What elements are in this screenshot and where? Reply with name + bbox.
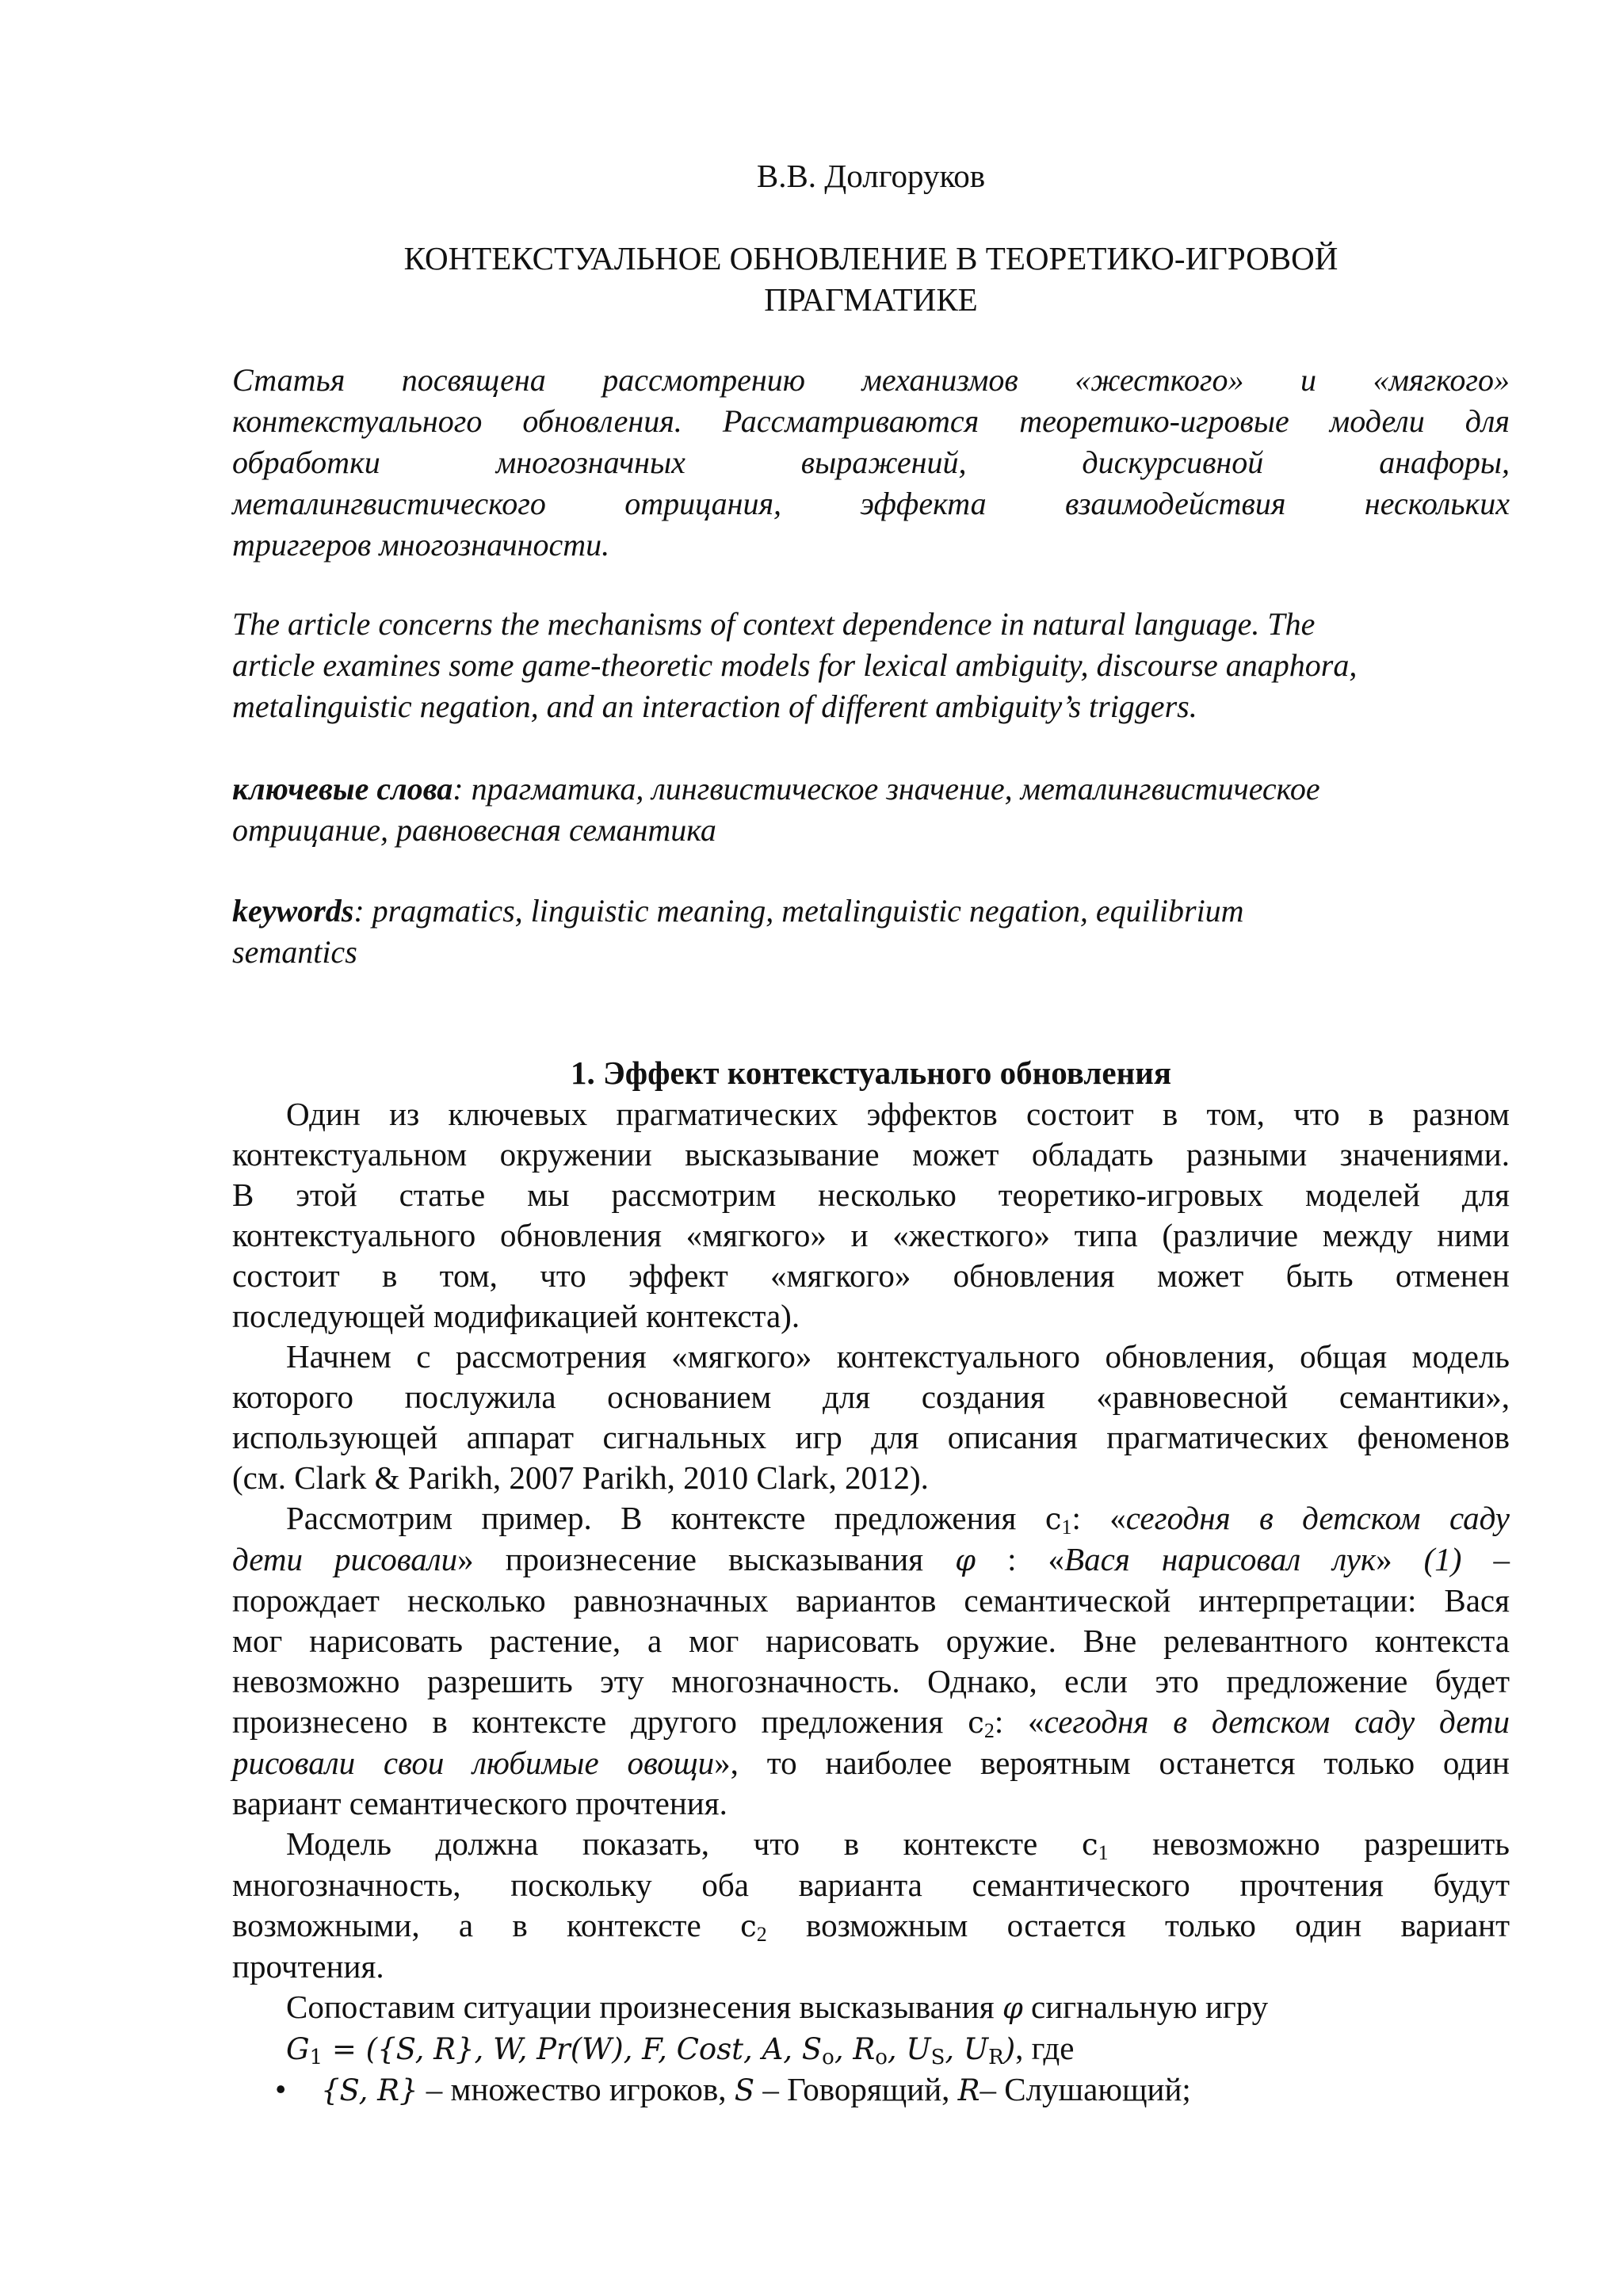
abstract-line: The article concerns the mechanisms of context dependence in natural language. The — [232, 606, 1316, 642]
text-line: последующей модификацией контекста). — [232, 1298, 800, 1334]
text-line: дети рисовали» произнесение высказывания φ : «Вася нарисовал лук» (1) – — [232, 1541, 1510, 1577]
paragraph — [232, 1498, 1510, 1824]
keywords-text: : pragmatics, linguistic meaning, metalinguistic negation, equilibrium — [353, 893, 1244, 929]
text-line: произнесено в контексте другого предложения $c_2$: «сегодня в детском саду дети — [232, 1703, 1510, 1742]
game-formula: $G_1 = (\{S$, R}, W, Pr(W), F, Cost, A, $S_o$, $R_o$, $U_S$, $U_R$) — [286, 2032, 1016, 2069]
title-line: ПРАГМАТИКЕ — [764, 281, 978, 318]
keywords-text: : прагматика, лингвистическое значение, металингвистическое — [453, 771, 1320, 807]
text-line: В этой статье мы рассмотрим несколько теоретико-игровых моделей для — [232, 1177, 1510, 1213]
text-line: Начнем с рассмотрения «мягкого» контекстуального обновления, общая модель — [286, 1338, 1510, 1375]
abstract-line: обработки многозначных выражений, дискурсивной анафоры, — [232, 444, 1510, 480]
keywords-ru — [232, 769, 1510, 851]
abstract-line: триггеров многозначности. — [232, 527, 610, 563]
abstract-en — [232, 604, 1510, 727]
text-line: прочтения. — [232, 1948, 384, 1985]
paper-title — [232, 238, 1510, 320]
bullet-item: • {S, R} – множество игроков, S – Говорящий, R– Слушающий; — [267, 2069, 1510, 2111]
section-heading: 1. Эффект контекстуального обновления — [571, 1055, 1171, 1091]
abstract-line: article examines some game-theoretic models for lexical ambiguity, discourse anaphora, — [232, 647, 1358, 683]
text-line: многозначность, поскольку оба варианта семантического прочтения будут — [232, 1867, 1510, 1903]
text-line: Рассмотрим пример. В контексте предложения $c_1$: «сегодня в детском саду — [286, 1500, 1510, 1539]
text-line: состоит в том, что эффект «мягкого» обновления может быть отменен — [232, 1257, 1510, 1294]
abstract-line: контекстуального обновления. Рассматриваются теоретико-игровые модели для — [232, 403, 1510, 439]
text-line: контекстуального обновления «мягкого» и «жесткого» типа (различие между ними — [232, 1217, 1510, 1253]
text-line: возможными, а в контексте $c_2$ возможным остается только один вариант — [232, 1907, 1510, 1946]
bullet-icon: • — [275, 2071, 287, 2107]
text-line: невозможно разрешить эту многозначность. Однако, если это предложение будет — [232, 1663, 1510, 1699]
abstract-line: металингвистического отрицания, эффекта взаимодействия нескольких — [232, 486, 1510, 521]
text-line: мог нарисовать растение, а мог нарисовать оружие. Вне релевантного контекста — [232, 1623, 1510, 1659]
text-line: контекстуальном окружении высказывание может обладать разными значениями. — [232, 1136, 1510, 1173]
keywords-label: ключевые слова — [232, 771, 453, 807]
text-line: рисовали свои любимые овощи», то наиболее вероятным останется только один — [232, 1745, 1510, 1781]
section-body — [232, 1094, 1510, 2111]
text-line: Сопоставим ситуации произнесения высказывания φ сигнальную игру — [286, 1989, 1269, 2025]
formula-line: $G_1 = (\{S$, R}, W, Pr(W), F, Cost, A, $S_o$, $R_o$, $U_S$, $U_R$), где — [286, 2030, 1075, 2069]
abstract-line: Статья посвящена рассмотрению механизмов «жесткого» и «мягкого» — [232, 362, 1510, 398]
author: В.В. Долгоруков — [756, 158, 986, 194]
paragraph — [232, 1824, 1510, 1987]
keywords-text: semantics — [232, 934, 357, 970]
text-line: порождает несколько равнозначных вариантов семантической интерпретации: Вася — [232, 1582, 1510, 1619]
text-line: (см. Clark & Parikh, 2007 Parikh, 2010 Clark, 2012). — [232, 1459, 929, 1496]
title-line: КОНТЕКСТУАЛЬНОЕ ОБНОВЛЕНИЕ В ТЕОРЕТИКО-ИГРОВОЙ — [403, 240, 1338, 277]
paragraph — [232, 1094, 1510, 1337]
text-line: вариант семантического прочтения. — [232, 1785, 727, 1821]
keywords-en — [232, 891, 1510, 973]
text-line: которого послужила основанием для создания «равновесной семантики», — [232, 1379, 1510, 1415]
abstract-line: metalinguistic negation, and an interaction of different ambiguity’s triggers. — [232, 688, 1197, 724]
text-line: Один из ключевых прагматических эффектов состоит в том, что в разном — [286, 1096, 1510, 1132]
text-line: использующей аппарат сигнальных игр для описания прагматических феноменов — [232, 1419, 1510, 1455]
text-line: Модель должна показать, что в контексте $c_1$ невозможно разрешить — [286, 1825, 1510, 1864]
abstract-ru — [232, 360, 1510, 566]
keywords-text: отрицание, равновесная семантика — [232, 812, 716, 848]
keywords-label: keywords — [232, 893, 354, 929]
paragraph — [232, 1987, 1510, 2111]
paragraph — [232, 1337, 1510, 1498]
